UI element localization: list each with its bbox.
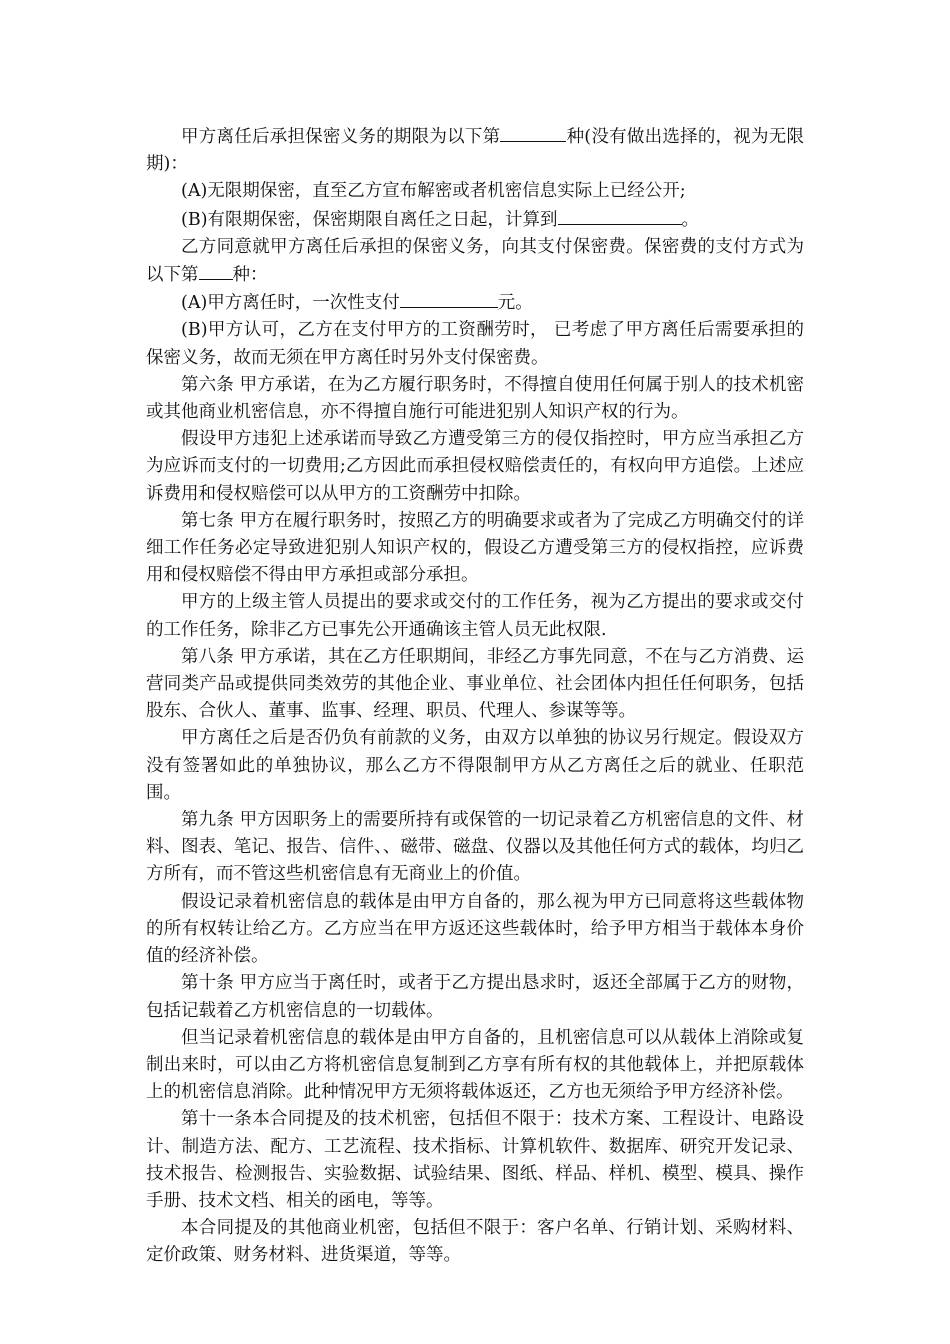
paragraph-confidentiality-fee bbox=[146, 234, 804, 289]
text-run: (A)甲方离任时，一次性支付 bbox=[181, 293, 400, 314]
text-run: (A)无限期保密，直至乙方宣布解密或者机密信息实际上已经公开; bbox=[181, 181, 686, 202]
text-run: 种(没有做出选择的，视为无限期)： bbox=[146, 127, 805, 175]
fill-in-blank[interactable] bbox=[199, 261, 233, 280]
paragraph-article-10-exception: 但当记录着机密信息的载体是由甲方自备的，且机密信息可以从载体上消除或复制出来时，可以由乙方将机密信息复制到乙方享有所有权的其他载体上，并把原载体上的机密信息消除。此种情况甲方无须将载体返还，乙方也无须给予甲方经济补偿。 bbox=[146, 1027, 804, 1103]
paragraph-other-business-secrets: 本合同提及的其他商业机密，包括但不限于：客户名单、行销计划、采购材料、定价政策、财务材料、进货渠道，等等。 bbox=[146, 1218, 804, 1266]
text-run: 种： bbox=[232, 265, 268, 286]
paragraph-fee-option-a bbox=[146, 289, 804, 317]
text-run: 元。 bbox=[497, 293, 533, 314]
paragraph-article-7: 第七条 甲方在履行职务时，按照乙方的明确要求或者为了完成乙方明确交付的详细工作任务必定导致进犯别人知识产权的，假设乙方遭受第三方的侵权指控，应诉费用和侵权赔偿不得由甲方承担或部分承担。 bbox=[146, 510, 804, 586]
text-run: 甲方离任后承担保密义务的期限为以下第 bbox=[181, 127, 501, 147]
paragraph-article-8-after-leave: 甲方离任之后是否仍负有前款的义务，由双方以单独的协议另行规定。假设双方没有签署如此的单独协议，那么乙方不得限制甲方从乙方离任之后的就业、任职范围。 bbox=[146, 728, 804, 803]
paragraph-option-a-unlimited bbox=[146, 178, 804, 205]
text-run: (B)有限期保密，保密期限自离任之日起，计算到 bbox=[181, 209, 558, 230]
paragraph-confidentiality-term bbox=[146, 123, 804, 178]
paragraph-article-6: 第六条 甲方承诺，在为乙方履行职务时，不得擅自使用任何属于别人的技术机密或其他商业机密信息，亦不得擅自施行可能进犯别人知识产权的行为。 bbox=[146, 374, 804, 423]
document-page bbox=[146, 123, 804, 1270]
paragraph-article-8: 第八条 甲方承诺，其在乙方任职期间，非经乙方事先同意，不在与乙方消费、运营同类产品或提供同类效劳的其他企业、事业单位、社会团体内担任任何职务，包括股东、合伙人、董事、监事、经理、职员、代理人、参谋等等。 bbox=[146, 646, 804, 722]
paragraph-article-7-supervisor: 甲方的上级主管人员提出的要求或交付的工作任务，视为乙方提出的要求或交付的工作任务，除非乙方已事先公开通确该主管人员无此权限. bbox=[146, 592, 804, 640]
paragraph-article-10: 第十条 甲方应当于离任时，或者于乙方提出恳求时，返还全部属于乙方的财物，包括记载着乙方机密信息的一切载体。 bbox=[146, 973, 804, 1021]
paragraph-article-9: 第九条 甲方因职务上的需要所持有或保管的一切记录着乙方机密信息的文件、材料、图表、笔记、报告、信件、、磁带、磁盘、仪器以及其他任何方式的载体，均归乙方所有，而不管这些机密信息有无商业上的价值。 bbox=[146, 810, 804, 885]
paragraph-article-6-breach: 假设甲方违犯上述承诺而导致乙方遭受第三方的侵仅指控时，甲方应当承担乙方为应诉而支付的一切费用;乙方因此而承担侵权赔偿责任的，有权向甲方追偿。上述应诉费用和侵权赔偿可以从甲方的工资酬劳中扣除。 bbox=[146, 429, 804, 504]
fill-in-blank[interactable] bbox=[500, 123, 566, 142]
paragraph-article-9-self-provided: 假设记录着机密信息的载体是由甲方自备的，那么视为甲方已同意将这些载体物的所有权转让给乙方。乙方应当在甲方返还这些载体时，给予甲方相当于载体本身价值的经济补偿。 bbox=[146, 891, 804, 967]
fill-in-blank[interactable] bbox=[558, 206, 682, 225]
text-run: 乙方同意就甲方离任后承担的保密义务，向其支付保密费。保密费的支付方式为以下第 bbox=[146, 236, 804, 286]
paragraph-fee-option-b: (B)甲方认可，乙方在支付甲方的工资酬劳时， 已考虑了甲方离任后需要承担的保密义务，故而无须在甲方离任时另外支付保密费。 bbox=[146, 320, 804, 368]
text-run: 。 bbox=[681, 209, 700, 230]
paragraph-article-11: 第十一条本合同提及的技术机密，包括但不限于：技术方案、工程设计、电路设计、制造方法、配方、工艺流程、技术指标、计算机软件、数据库、研究开发记录、技术报告、检测报告、实验数据、试验结果、图纸、样品、样机、模型、模具、操作手册、技术文档、相关的函电，等等。 bbox=[146, 1109, 804, 1211]
paragraph-option-b-limited bbox=[146, 206, 804, 234]
fill-in-blank[interactable] bbox=[400, 289, 498, 308]
